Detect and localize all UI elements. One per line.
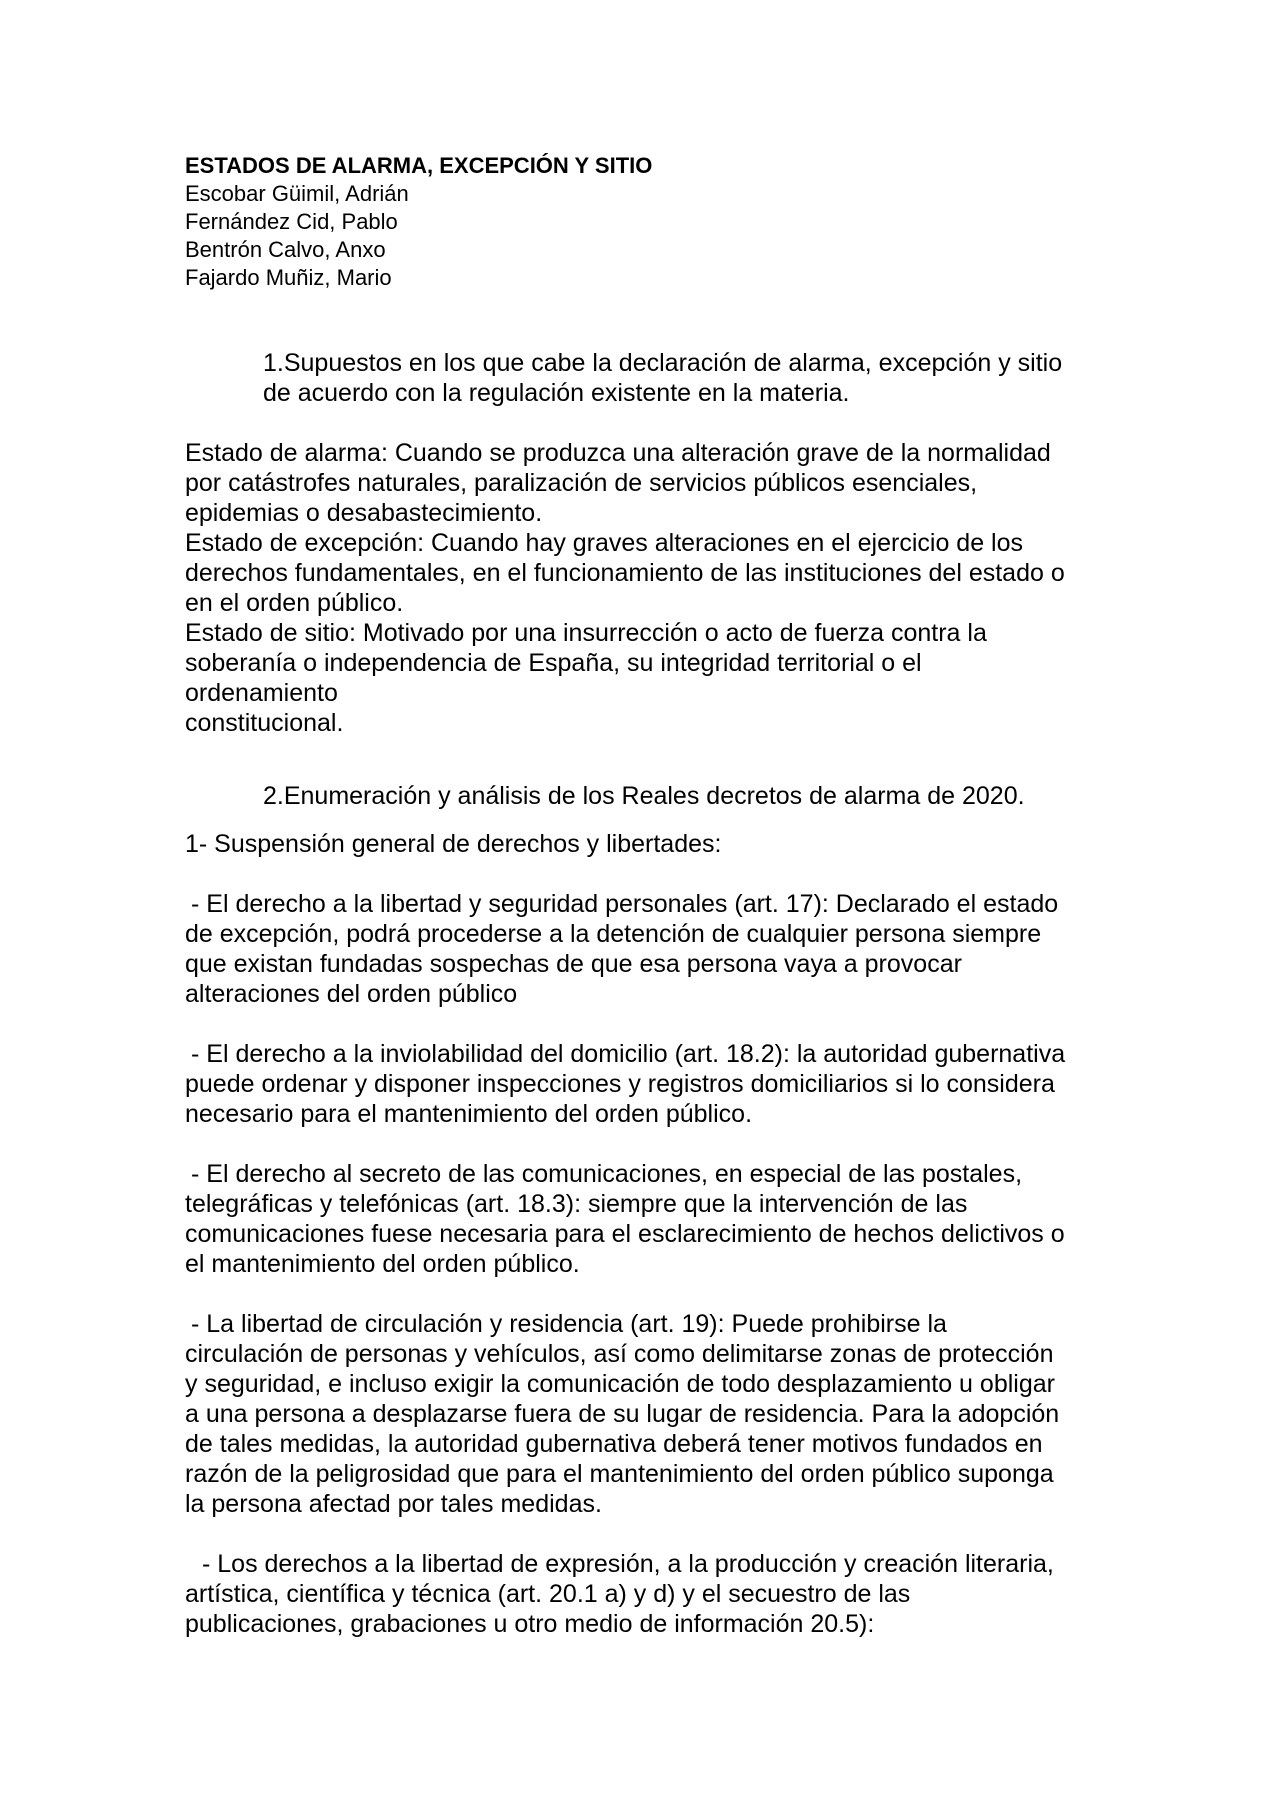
author-name: Fernández Cid, Pablo	[185, 209, 398, 234]
text-line: la persona afectad por tales medidas.	[185, 1490, 602, 1518]
section-1-heading-line: 1.Supuestos en los que cabe la declaración de alarma, excepción y sitio	[263, 349, 1063, 377]
text-line: Estado de alarma: Cuando se produzca una alteración grave de la normalidad	[185, 439, 1051, 467]
text-line: publicaciones, grabaciones u otro medio de información 20.5):	[185, 1610, 875, 1638]
author-name: Fajardo Muñiz, Mario	[185, 265, 392, 290]
text-line: derechos fundamentales, en el funcionamiento de las instituciones del estado o	[185, 559, 1065, 587]
section-2-heading: 2.Enumeración y análisis de los Reales decretos de alarma de 2020.	[263, 782, 1025, 810]
estado-alarma-paragraph	[185, 438, 1115, 528]
paragraph-gap	[185, 1129, 1115, 1159]
text-line: - Los derechos a la libertad de expresión, a la producción y creación literaria,	[202, 1550, 1054, 1578]
text-line: alteraciones del orden público	[185, 980, 518, 1008]
rights-item	[185, 1309, 1115, 1519]
document-title: ESTADOS DE ALARMA, EXCEPCIÓN Y SITIO	[185, 153, 653, 178]
text-line: Estado de excepción: Cuando hay graves alteraciones en el ejercicio de los	[185, 529, 1024, 557]
text-line: telegráficas y telefónicas (art. 18.3): siempre que la intervención de las	[185, 1190, 968, 1218]
document-content	[185, 152, 1115, 1639]
text-line: soberanía o independencia de España, su integridad territorial o el	[185, 649, 922, 677]
text-line: de excepción, podrá procederse a la detención de cualquier persona siempre	[185, 920, 1042, 948]
text-line: constitucional.	[185, 709, 344, 737]
text-line: y seguridad, e incluso exigir la comunicación de todo desplazamiento u obligar	[185, 1370, 1055, 1398]
states-definitions	[185, 438, 1115, 738]
text-line: razón de la peligrosidad que para el mantenimiento del orden público suponga	[185, 1460, 1054, 1488]
text-line: puede ordenar y disponer inspecciones y registros domiciliarios si lo considera	[185, 1070, 1055, 1098]
author-name: Escobar Güimil, Adrián	[185, 181, 409, 206]
paragraph-gap	[185, 1009, 1115, 1039]
rights-item	[185, 889, 1115, 1009]
estado-sitio-paragraph	[185, 618, 1115, 738]
text-line: de tales medidas, la autoridad gubernativa deberá tener motivos fundados en	[185, 1430, 1043, 1458]
estado-excepcion-paragraph	[185, 528, 1115, 618]
text-line: - El derecho al secreto de las comunicaciones, en especial de las postales,	[191, 1160, 1023, 1188]
text-line: por catástrofes naturales, paralización de servicios públicos esenciales,	[185, 469, 978, 497]
text-line: a una persona a desplazarse fuera de su lugar de residencia. Para la adopción	[185, 1400, 1060, 1428]
text-line: ordenamiento	[185, 679, 338, 707]
text-line: artística, científica y técnica (art. 20.1 a) y d) y el secuestro de las	[185, 1580, 911, 1608]
text-line: - El derecho a la libertad y seguridad personales (art. 17): Declarado el estado	[191, 890, 1059, 918]
text-line: comunicaciones fuese necesaria para el esclarecimiento de hechos delictivos o	[185, 1220, 1065, 1248]
section-1-heading	[185, 348, 1115, 408]
section-2-intro: 1- Suspensión general de derechos y libertades:	[185, 830, 722, 858]
author-list	[185, 180, 1115, 292]
text-line: - La libertad de circulación y residencia (art. 19): Puede prohibirse la	[191, 1310, 947, 1338]
text-line: necesario para el mantenimiento del orden público.	[185, 1100, 753, 1128]
text-line: - El derecho a la inviolabilidad del domicilio (art. 18.2): la autoridad gubernativa	[191, 1040, 1066, 1068]
text-line: en el orden público.	[185, 589, 404, 617]
text-line: circulación de personas y vehículos, así como delimitarse zonas de protección	[185, 1340, 1054, 1368]
text-line: epidemias o desabastecimiento.	[185, 499, 543, 527]
paragraph-gap	[185, 1519, 1115, 1549]
rights-item	[185, 1039, 1115, 1129]
text-line: Estado de sitio: Motivado por una insurrección o acto de fuerza contra la	[185, 619, 987, 647]
paragraph-gap	[185, 1279, 1115, 1309]
paragraph-gap	[185, 859, 1115, 889]
rights-item	[185, 1159, 1115, 1279]
author-name: Bentrón Calvo, Anxo	[185, 237, 386, 262]
rights-item	[185, 1549, 1115, 1639]
text-line: el mantenimiento del orden público.	[185, 1250, 580, 1278]
text-line: que existan fundadas sospechas de que esa persona vaya a provocar	[185, 950, 962, 978]
section-1-heading-line: de acuerdo con la regulación existente en la materia.	[263, 379, 850, 407]
